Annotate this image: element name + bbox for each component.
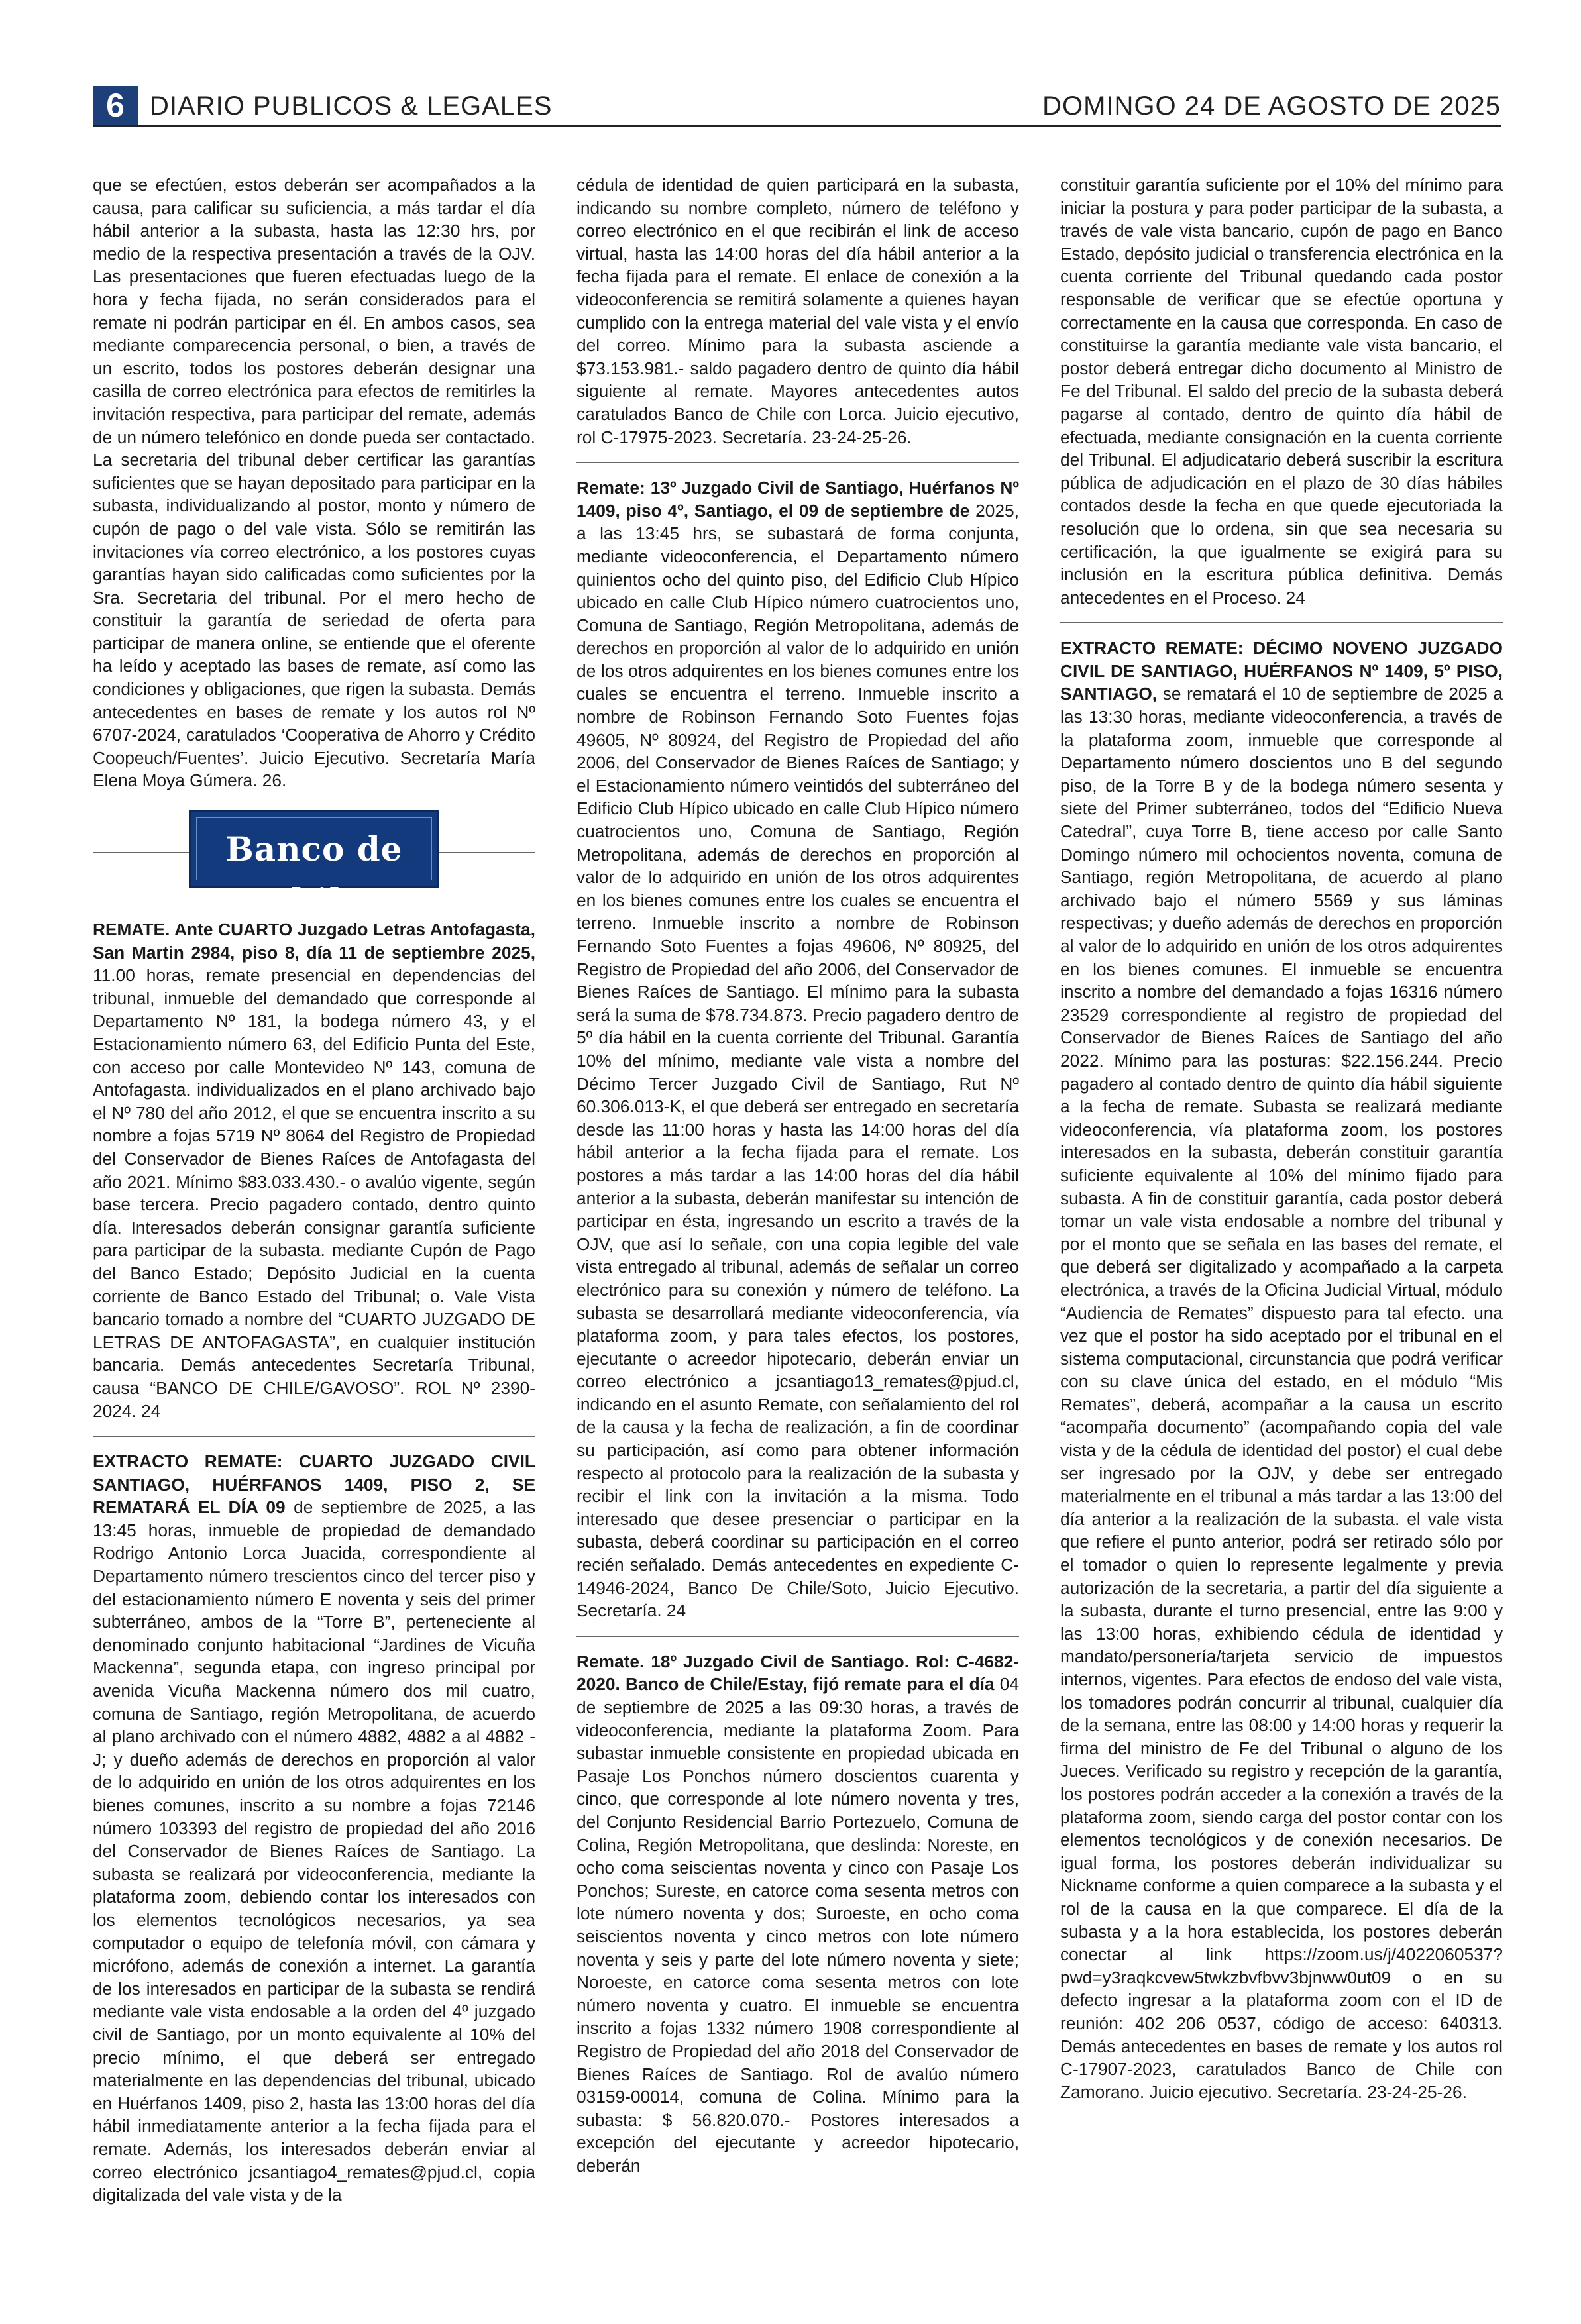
- column-3: [1060, 174, 1503, 2294]
- notice-heading: REMATE. Ante CUARTO Juzgado Letras Antofagasta, San Martin 2984, piso 8, día 11 de septiembre 2025,: [93, 920, 535, 963]
- notice-18-juzgado: [576, 1650, 1019, 2178]
- banco-de-chile-logo-block: [93, 803, 535, 921]
- notice-body: se rematará el 10 de septiembre de 2025 a las 13:30 horas, mediante videoconferencia, a través de la plataforma zoom, inmueble que corresponde al Departamento número doscientos uno B del segundo piso, de la Torre B y de la bodega número sesenta y siete del Primer subterráneo, todos del “Edificio Nueva Catedral”, cuya Torre B, tiene acceso por calle Santo Domingo número mil ochocientos noventa, comuna de Santiago, región Metropolitana, de acuerdo al plano archivado bajo el número 5569 y sus láminas respectivas; y dueño además de derechos en proporción al valor de lo adquirido en unión de los otros adquirentes en los bienes comunes. El inmueble se encuentra inscrito a nombre del demandado a fojas 16316 número 23529 correspondiente al registro de propiedad del Conservador de Bienes Raíces de Santiago del año 2022. Mínimo para las posturas: $22.156.244. Precio pagadero al contado dentro de quinto día hábil siguiente a la fecha de remate. Subasta se realizará mediante videoconferencia, vía plataforma zoom, los postores interesados en la subasta, deberán constituir garantía suficiente equivalente al 10% del mínimo fijado para subasta. A fin de constituir garantía, cada postor deberá tomar un vale vista endosable a nombre del tribunal y por el monto que se señala en las bases del remate, el que deberá ser digitalizado y acompañado a la carpeta electrónica, a través de la Oficina Judicial Virtual, módulo “Audiencia de Remates” dispuesto para tal efecto. una vez que el postor ha sido aceptado por el tribunal en el sistema computacional, circunstancia que podrá verificar con su clave única del estado, en el módulo “Mis Remates”, deberá, acompañar a la causa un escrito “acompaña documento” (acompañando copia del vale vista y de la cédula de identidad del postor) el cual debe ser ingresado por la OJV, y debe ser entregado materialmente en el tribunal a más tardar a las 13:00 del día anterior a la realización de la subasta. el vale vista que refiere el punto anterior, podrá ser retirado sólo por el tomador o quien lo represente legalmente y previa autorización de la secretaria, a partir del día siguiente a la subasta, durante el turno presencial, entre las 9:00 y las 13:00 horas, exhibiendo cédula de identidad y mandato/personería/tarjeta servicio de impuestos internos, vigentes. Para efectos de endoso del vale vista, los tomadores podrán concurrir al tribunal, cualquier día de la semana, entre las 08:00 y 14:00 horas y requerir la firma del ministro de Fe del Tribunal o alguno de los Jueces. Verificado su registro y recepción de la garantía, los postores podrán acceder a la conexión a través de la plataforma zoom, siendo carga del postor contar con los elementos tecnológicos y de conexión necesarios. De igual forma, los postores deberán individualizar su Nickname conforme a quien comparece a la subasta y el rol de la causa en la que comparece. El día de la subasta y a la hora establecida, los postores deberán conectar al link https://zoom.us/j/4022060537?pwd=y3raqkcvew5twkzbvfbvv3bjnww0ut09 o en su defecto ingresar a la plataforma zoom con el ID de reunión: 402 206 0537, código de acceso: 640313. Demás antecedentes en bases de remate y los autos rol C-17907-2023, caratulados Banco de Chile con Zamorano. Juicio ejecutivo. Secretaría. 23-24-25-26.: [1060, 684, 1503, 2102]
- page-header: [93, 86, 1501, 127]
- column-1: [93, 174, 535, 2294]
- page-number: 6: [93, 86, 138, 125]
- notice-body: de septiembre de 2025, a las 13:45 horas, inmueble de propiedad de demandado Rodrigo Antonio Lorca Juacida, correspondiente al Departamento número trescientos cinco del tercer piso y del estacionamiento número E noventa y seis del primer subterráneo, ambos de la “Torre B”, perteneciente al denominado conjunto habitacional “Jardines de Vicuña Mackenna”, segunda etapa, con ingreso principal por avenida Vicuña Mackenna número dos mil cuatro, comuna de Santiago, región Metropolitana, de acuerdo al plano archivado con el número 4882, 4882 a al 4882 - J; y dueño además de derechos en proporción al valor de lo adquirido en unión de los otros adquirentes en los bienes comunes, inscrito a su nombre a fojas 72146 número 103393 del registro de propiedad del año 2016 del Conservador de Bienes Raíces de Santiago. La subasta se realizará por videoconferencia, mediante la plataforma zoom, debiendo contar los interesados con los elementos tecnológicos necesarios, ya sea computador o equipo de telefonía móvil, con cámara y micrófono, además de conexión a internet. La garantía de los interesados en participar de la subasta se rendirá mediante vale vista endosable a la orden del 4º juzgado civil de Santiago, por un monto equivalente al 10% del precio mínimo, el que deberá ser entregado materialmente en las dependencias del tribunal, ubicado en Huérfanos 1409, piso 2, hasta las 13:00 horas del día hábil inmediatamente anterior a la fecha fijada para el remate. Además, los interesados deberán enviar al correo electrónico jcsantiago4_remates@pjud.cl, copia digitalizada del vale vista y de la: [93, 1497, 535, 2205]
- divider: [1060, 622, 1503, 623]
- divider: [576, 462, 1019, 463]
- notice-body: 04 de septiembre de 2025 a las 09:30 horas, a través de videoconferencia, mediante la plataforma Zoom. Para subastar inmueble consistente en propiedad ubicada en Pasaje Los Ponchos número doscientos cuarenta y cinco, que corresponde al lote número noventa y tres, del Conjunto Residencial Barrio Portezuelo, Comuna de Colina, Región Metropolitana, que deslinda: Noreste, en ocho coma seiscientas noventa y cinco con Pasaje Los Ponchos; Sureste, en catorce coma sesenta metros con lote número noventa y dos; Suroeste, en ocho coma seiscientos noventa y cinco metros con lote número noventa y seis y parte del lote número noventa y siete; Noroeste, en catorce coma sesenta metros con lote número noventa y cuatro. El inmueble se encuentra inscrito a fojas 1332 número 1908 correspondiente al Registro de Propiedad del año 2018 del Conservador de Bienes Raíces de Santiago. Rol de avalúo número 03159-00014, comuna de Colina. Mínimo para la subasta: $ 56.820.070.- Postores interesados a excepción del ejecutante y acreedor hipotecario, deberán: [576, 1674, 1019, 2176]
- notice-13-juzgado: [576, 476, 1019, 1622]
- banco-de-chile-logo: [189, 810, 439, 921]
- notice-continuation-col1: que se efectúen, estos deberán ser acompañados a la causa, para calificar su suficiencia, a más tardar el día hábil anterior a la subasta, hasta las 12:30 hrs, por medio de la respectiva presentación a través de la OJV. Las presentaciones que fueren efectuadas luego de la hora y fecha fijada, no serán considerados para el remate ni podrán participar en él. En ambos casos, sea mediante comparecencia personal, o bien, a través de un escrito, todos los postores deberán designar una casilla de correo electrónica para efectos de remitirles la invitación respectiva, para participar del remate, además de un número telefónico en donde pueda ser contactado. La secretaria del tribunal deber certificar las garantías suficientes que se hayan depositado para participar en la subasta, individualizando al postor, monto y número de cupón de pago o del vale vista. Sólo se remitirán las invitaciones vía correo electrónico, a los postores cuyas garantías hayan sido calificadas como suficientes por la Sra. Secretaria del tribunal. Por el mero hecho de constituir la garantía de seriedad de oferta para participar de manera online, se entiende que el oferente ha leído y aceptado las bases de remate, así como las condiciones y obligaciones, que rigen la subasta. Demás antecedentes en bases de remate y los autos rol Nº 6707-2024, caratulados ‘Cooperativa de Ahorro y Crédito Coopeuch/Fuentes’. Juicio Ejecutivo. Secretaría María Elena Moya Gúmera. 26.: [93, 175, 535, 791]
- divider: [576, 1636, 1019, 1637]
- notice-body: 11.00 horas, remate presencial en dependencias del tribunal, inmueble del demandado que corresponde al Departamento Nº 181, la bodega número 43, y el Estacionamiento número 63, del Edificio Punta del Este, con acceso por calle Montevideo Nº 143, comuna de Antofagasta. individualizados en el plano archivado bajo el Nº 780 del año 2012, el que se encuentra inscrito a su nombre a fojas 5719 Nº 8064 del Registro de Propiedad del Conservador de Bienes Raíces de Antofagasta del año 2021. Mínimo $83.033.430.- o avalúo vigente, según base tercera. Precio pagadero contado, dentro quinto día. Interesados deberán consignar garantía suficiente para participar de la subasta. mediante Cupón de Pago del Banco Estado; Depósito Judicial en la cuenta corriente de Banco Estado del Tribunal; o. Vale Vista bancario tomado a nombre del “CUARTO JUZGADO DE LETRAS DE ANTOFAGASTA”, en cualquier institución bancaria. Demás antecedentes Secretaría Tribunal, causa “BANCO DE CHILE/GAVOSO”. ROL Nº 2390-2024. 24: [93, 965, 535, 1421]
- publication-name: DIARIO PUBLICOS & LEGALES: [150, 91, 553, 121]
- publication-date: DOMINGO 24 DE AGOSTO DE 2025: [1042, 91, 1501, 121]
- notice-continuation-col2: cédula de identidad de quien participará en la subasta, indicando su nombre completo, número de teléfono y correo electrónico en el que recibirán el link de acceso virtual, hasta las 14:00 horas del día hábil anterior a la fecha fijada para el remate. El enlace de conexión a la videoconferencia se remitirá solamente a quienes hayan cumplido con la entrega material del vale vista y el envío del correo. Mínimo para la subasta asciende a $73.153.981.- saldo pagadero dentro de quinto día hábil siguiente al remate. Mayores antecedentes autos caratulados Banco de Chile con Lorca. Juicio ejecutivo, rol C-17975-2023. Secretaría. 23-24-25-26.: [576, 175, 1019, 447]
- column-2: [576, 174, 1019, 2294]
- notice-antofagasta: [93, 918, 535, 1422]
- notice-continuation-col3: constituir garantía suficiente por el 10% del mínimo para iniciar la postura y para poder participar de la subasta, a través de vale vista bancario, cupón de pago en Banco Estado, depósito judicial o transferencia electrónica en la cuenta corriente del Tribunal quedando cada postor responsable de verificar que se efectúe oportuna y correctamente en la causa que corresponda. En caso de constituirse la garantía mediante vale vista bancario, el postor deberá entregar dicho documento al Ministro de Fe del Tribunal. El saldo del precio de la subasta deberá pagarse al contado, dentro de quinto día hábil de efectuada, mediante consignación en la cuenta corriente del Tribunal. El adjudicatario deberá suscribir la escritura pública de adjudicación en el plazo de 30 días hábiles contados desde la fecha en que quede ejecutoriada la resolución que lo ordena, sin que sea necesaria su certificación, la que igualmente se exigirá para su inclusión en la escritura pública definitiva. Demás antecedentes en el Proceso. 24: [1060, 175, 1503, 607]
- notice-cuarto-juzgado-santiago: [93, 1450, 535, 2207]
- divider: [93, 1436, 535, 1437]
- notice-heading: Remate. 18º Juzgado Civil de Santiago. Rol: C-4682-2020. Banco de Chile/Estay, fijó remate para el día: [576, 1651, 1019, 1695]
- notice-heading: Remate: 13º Juzgado Civil de Santiago, Huérfanos Nº 1409, piso 4º, Santiago, el 09 de septiembre de: [576, 478, 1019, 521]
- notice-body: 2025, a las 13:45 hrs, se subastará de forma conjunta, mediante videoconferencia, el Departamento número quinientos ocho del quinto piso, del Edificio Club Hípico ubicado en calle Club Hípico número cuatrocientos uno, Comuna de Santiago, Región Metropolitana, además de derechos en proporción al valor de lo adquirido en unión de los otros adquirentes en los bienes comunes entre los cuales se encuentra el terreno. Inmueble inscrito a nombre de Robinson Fernando Soto Fuentes fojas 49605, Nº 80924, del Registro de Propiedad del año 2006, del Conservador de Bienes Raíces de Santiago; y el Estacionamiento número veintidós del subterráneo del Edificio Club Hípico ubicado en calle Club Hípico número cuatrocientos uno, Comuna de Santiago, Región Metropolitana, además de derechos en proporción al valor de lo adquirido en unión de los otros adquirentes en los bienes comunes entre los cuales se encuentra el terreno. Inmueble inscrito a nombre de Robinson Fernando Soto Fuentes a fojas 49606, Nº 80925, del Registro de Propiedad del año 2006, del Conservador de Bienes Raíces de Santiago. El mínimo para la subasta será la suma de $78.734.873. Precio pagadero dentro de 5º día hábil en la cuenta corriente del Tribunal. Garantía 10% del mínimo, mediante vale vista a nombre del Décimo Tercer Juzgado Civil de Santiago, Rut Nº 60.306.013-K, el que deberá ser entregado en secretaría desde las 11:00 horas y hasta las 14:00 horas del día hábil anterior a la fecha fijada para el remate. Los postores a más tardar a las 14:00 horas del día hábil anterior a la subasta, deberán manifestar su intención de participar en ésta, ingresando un escrito a través de la OJV, que así lo señale, con una copia legible del vale vista entregado al tribunal, además de señalar un correo electrónico para su conexión y número de teléfono. La subasta se desarrollará mediante videoconferencia, vía plataforma zoom, y para tales efectos, los postores, ejecutante o acreedor hipotecario, deberán enviar un correo electrónico a jcsantiago13_remates@pjud.cl, indicando en el asunto Remate, con señalamiento del rol de la causa y la fecha de realización, a fin de coordinar su participación, así como para obtener información respecto al protocolo para la realización de la subasta y recibir el link con la invitación a la misma. Todo interesado que desee presenciar o participar en la subasta, deberá coordinar su participación en el correo recién señalado. Demás antecedentes en expediente C-14946-2024, Banco De Chile/Soto, Juicio Ejecutivo. Secretaría. 24: [576, 500, 1019, 1621]
- notice-heading: EXTRACTO REMATE: CUARTO JUZGADO CIVIL SANTIAGO, HUÉRFANOS 1409, PISO 2, SE REMATARÁ EL DÍA 09: [93, 1452, 535, 1518]
- notice-19-juzgado: [1060, 637, 1503, 2103]
- notice-heading: EXTRACTO REMATE: DÉCIMO NOVENO JUZGADO CIVIL DE SANTIAGO, HUÉRFANOS Nº 1409, 5º PISO, SANTIAGO,: [1060, 638, 1503, 704]
- logo-text: Banco de Chile: [225, 829, 403, 921]
